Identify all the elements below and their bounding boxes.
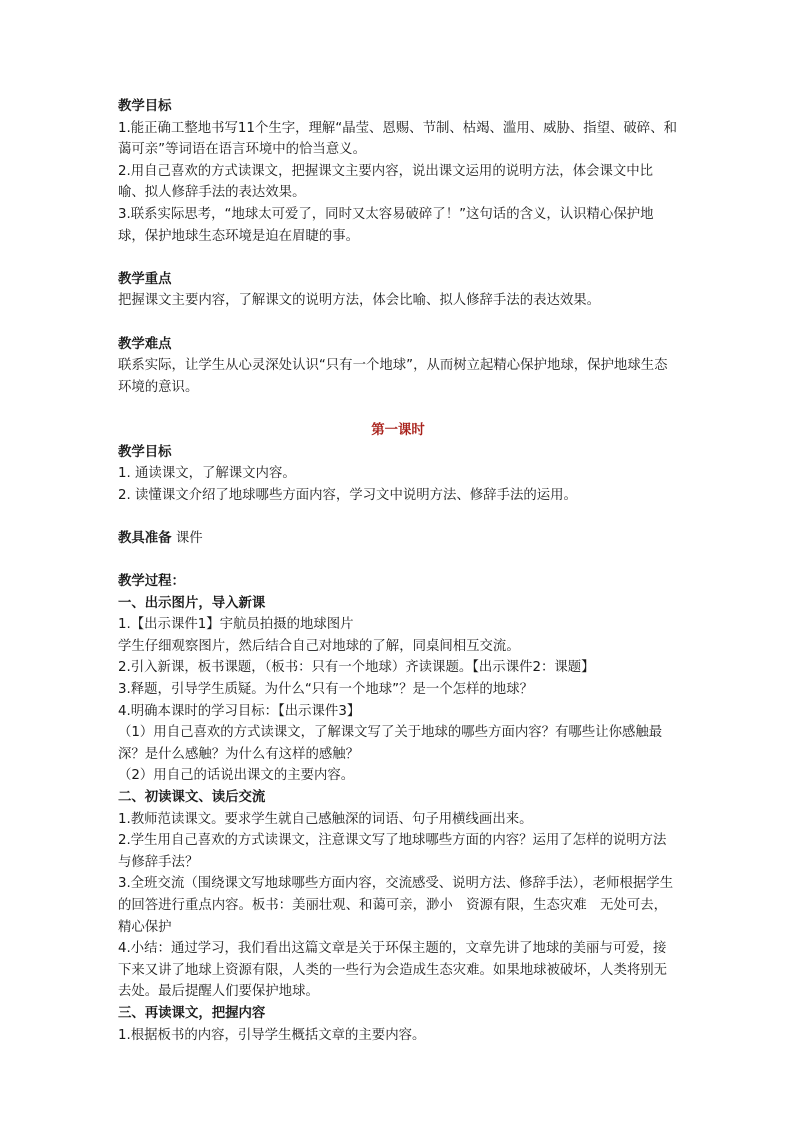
section3-title: 三、再读课文，把握内容	[118, 1005, 266, 1021]
section1-line-7: （2）用自己的话说出课文的主要内容。	[118, 768, 355, 784]
document-page	[118, 96, 678, 1046]
lesson-goals-title: 教学目标	[118, 444, 172, 460]
section1-line-1: 1.【出示课件1】宇航员拍摄的地球图片	[118, 617, 354, 633]
lesson-heading: 第一课时	[371, 422, 425, 438]
section2-title: 二、初读课文、读后交流	[118, 790, 266, 805]
section3-line-1: 1.根据板书的内容，引导学生概括文章的主要内容。	[118, 1027, 426, 1043]
goals-title: 教学目标	[118, 99, 172, 114]
difficult-text: 联系实际，让学生从心灵深处认识“只有一个地球”，从而树立起精心保护地球，保护地球生态环境的意识。	[118, 358, 668, 395]
prep-line	[118, 528, 678, 550]
prep-text: 课件	[175, 530, 203, 546]
section1-line-2: 学生仔细观察图片，然后结合自己对地球的了解，同桌间相互交流。	[118, 638, 520, 654]
goal-item-1: 1.能正确工整地书写11个生字，理解“晶莹、恩赐、节制、枯竭、滥用、威胁、指望、破碎、和蔼可亲”等词语在语言环境中的恰当意义。	[118, 120, 677, 158]
key-text: 把握课文主要内容，了解课文的说明方法，体会比喻、拟人修辞手法的表达效果。	[118, 293, 601, 309]
lesson-goal-1: 1. 通读课文，了解课文内容。	[118, 466, 296, 482]
section1-line-3: 2.引入新课，板书课题，（板书：只有一个地球）齐读课题。【出示课件2：课题】	[118, 660, 595, 676]
section1-line-6: （1）用自己喜欢的方式读课文，了解课文写了关于地球的哪些方面内容？有哪些让你感触最深？是什么感触？为什么有这样的感触？	[118, 725, 663, 762]
section2-line-3: 3.全班交流（围绕课文写地球哪些方面内容，交流感受、说明方法、修辞手法），老师根据学生的回答进行重点内容。板书：美丽壮观、和蔼可亲，渺小 资源有限，生态灾难 无处可去，精心保护	[118, 876, 674, 935]
prep-title: 教具准备	[118, 530, 172, 546]
goal-item-3: 3.联系实际思考，“地球太可爱了，同时又太容易破碎了！”这句话的含义，认识精心保护地球，保护地球生态环境是迫在眉睫的事。	[118, 206, 654, 244]
section2-line-1: 1.教师范读课文。要求学生就自己感触深的词语、句子用横线画出来。	[118, 811, 533, 827]
section2-line-4: 4.小结：通过学习，我们看出这篇文章是关于环保主题的，文章先讲了地球的美丽与可爱，接下来又讲了地球上资源有限，人类的一些行为会造成生态灾难。如果地球被破坏，人类将别无去处。最后提醒人们要保护地球。	[118, 941, 668, 1000]
section2-line-2: 2.学生用自己喜欢的方式读课文，注意课文写了地球哪些方面的内容？运用了怎样的说明方法与修辞手法？	[118, 833, 667, 870]
key-title: 教学重点	[118, 271, 172, 287]
goal-item-2: 2.用自己喜欢的方式读课文，把握课文主要内容，说出课文运用的说明方法，体会课文中比喻、拟人修辞手法的表达效果。	[118, 163, 654, 201]
section1-title: 一、出示图片，导入新课	[118, 595, 266, 611]
process-title: 教学过程：	[118, 574, 185, 590]
lesson-goal-2: 2. 读懂课文介绍了地球哪些方面内容，学习文中说明方法、修辞手法的运用。	[118, 487, 577, 503]
section1-line-5: 4.明确本课时的学习目标：【出示课件3】	[118, 703, 361, 719]
difficult-title: 教学难点	[118, 336, 172, 352]
section1-line-4: 3.释题，引导学生质疑。为什么“只有一个地球”？是一个怎样的地球？	[118, 682, 533, 698]
